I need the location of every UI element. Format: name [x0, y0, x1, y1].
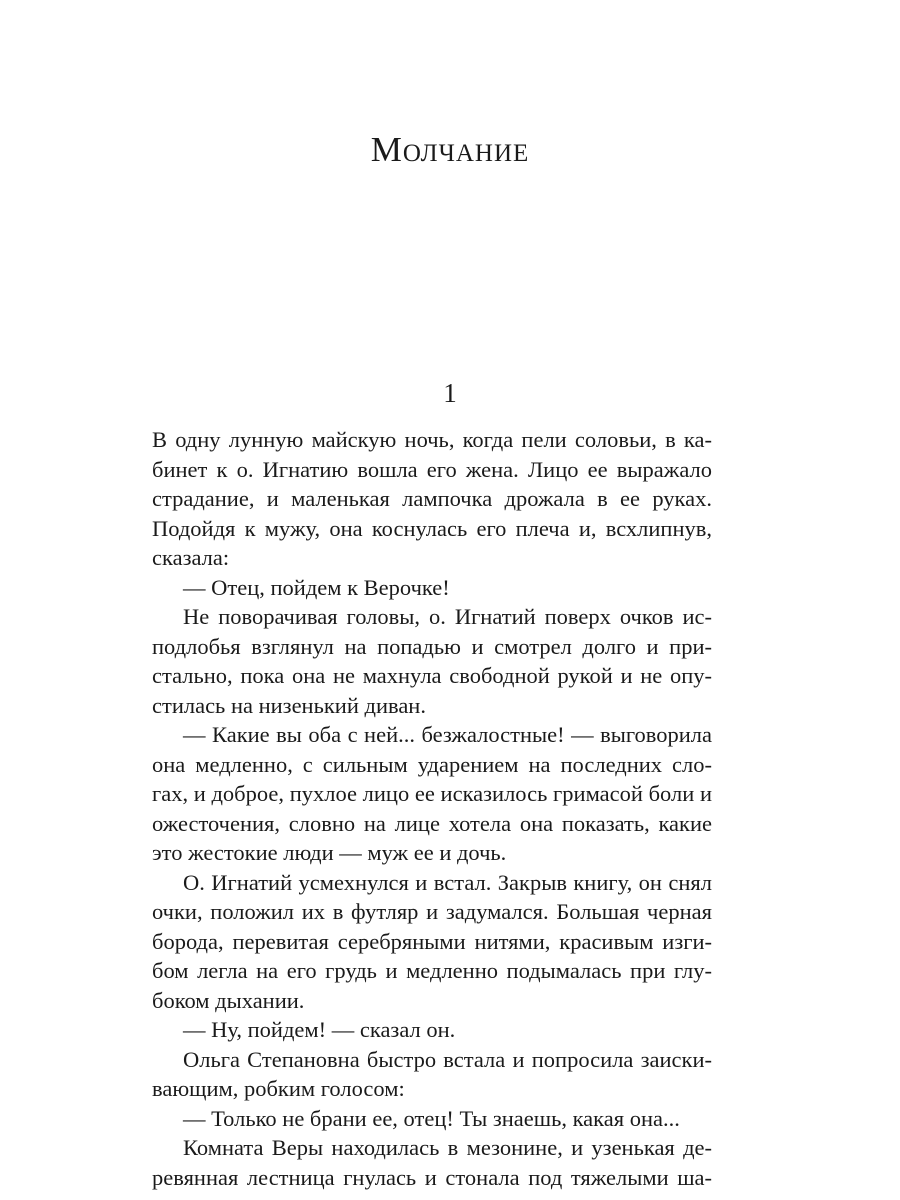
text-line: бинет к о. Игнатию вошла его жена. Лицо ее выражало: [152, 456, 712, 482]
chapter-number: 1: [443, 378, 457, 408]
text-line: страдание, и маленькая лампочка дрожала в ее руках.: [152, 486, 712, 511]
text-line: бом легла на его грудь и медленно подымалась при глу-: [152, 958, 712, 983]
text-line: сказала:: [152, 545, 230, 570]
text-line: подлобья взглянул на попадью и смотрел долго и при-: [152, 633, 712, 659]
text-line: — Ну, пойдем! — сказал он.: [183, 1017, 456, 1042]
text-line: О. Игнатий усмехнулся и встал. Закрыв книгу, он снял: [183, 869, 712, 895]
text-line: вающим, робким голосом:: [152, 1076, 405, 1101]
text-line: очки, положил их в футляр и задумался. Большая черная: [152, 899, 712, 924]
text-line: ревянная лестница гнулась и стонала под тяжелыми ша-: [152, 1164, 712, 1190]
text-line: стилась на низенький диван.: [152, 692, 426, 718]
text-line: Ольга Степановна быстро встала и попросила заиски-: [183, 1046, 712, 1072]
text-line: это жестокие люди — муж ее и дочь.: [152, 840, 507, 865]
chapter-title: Молчание: [370, 130, 530, 169]
text-line: стально, пока она не махнула свободной рукой и не опу-: [152, 663, 712, 688]
text-line: — Отец, пойдем к Верочке!: [183, 574, 450, 600]
text-line: Подойдя к мужу, она коснулась его плеча и, всхлипнув,: [152, 515, 712, 541]
text-line: ожесточения, словно на лице хотела она показать, какие: [152, 810, 712, 836]
text-line: Комната Веры находилась в мезонине, и узенькая де-: [183, 1135, 712, 1160]
text-line: она медленно, с сильным ударением на последних сло-: [152, 751, 712, 777]
text-line: — Какие вы оба с ней... безжалостные! — выговорила: [183, 722, 712, 747]
text-line: Не поворачивая головы, о. Игнатий поверх очков ис-: [183, 604, 712, 629]
text-line: боком дыхании.: [152, 987, 305, 1013]
text-line: В одну лунную майскую ночь, когда пели соловьи, в ка-: [152, 427, 712, 452]
text-line: борода, перевитая серебряными нитями, красивым изги-: [152, 928, 712, 954]
text-line: — Только не брани ее, отец! Ты знаешь, какая она...: [183, 1105, 680, 1131]
text-line: гах, и доброе, пухлое лицо ее исказилось гримасой боли и: [152, 781, 712, 806]
body-text: [152, 425, 712, 1192]
